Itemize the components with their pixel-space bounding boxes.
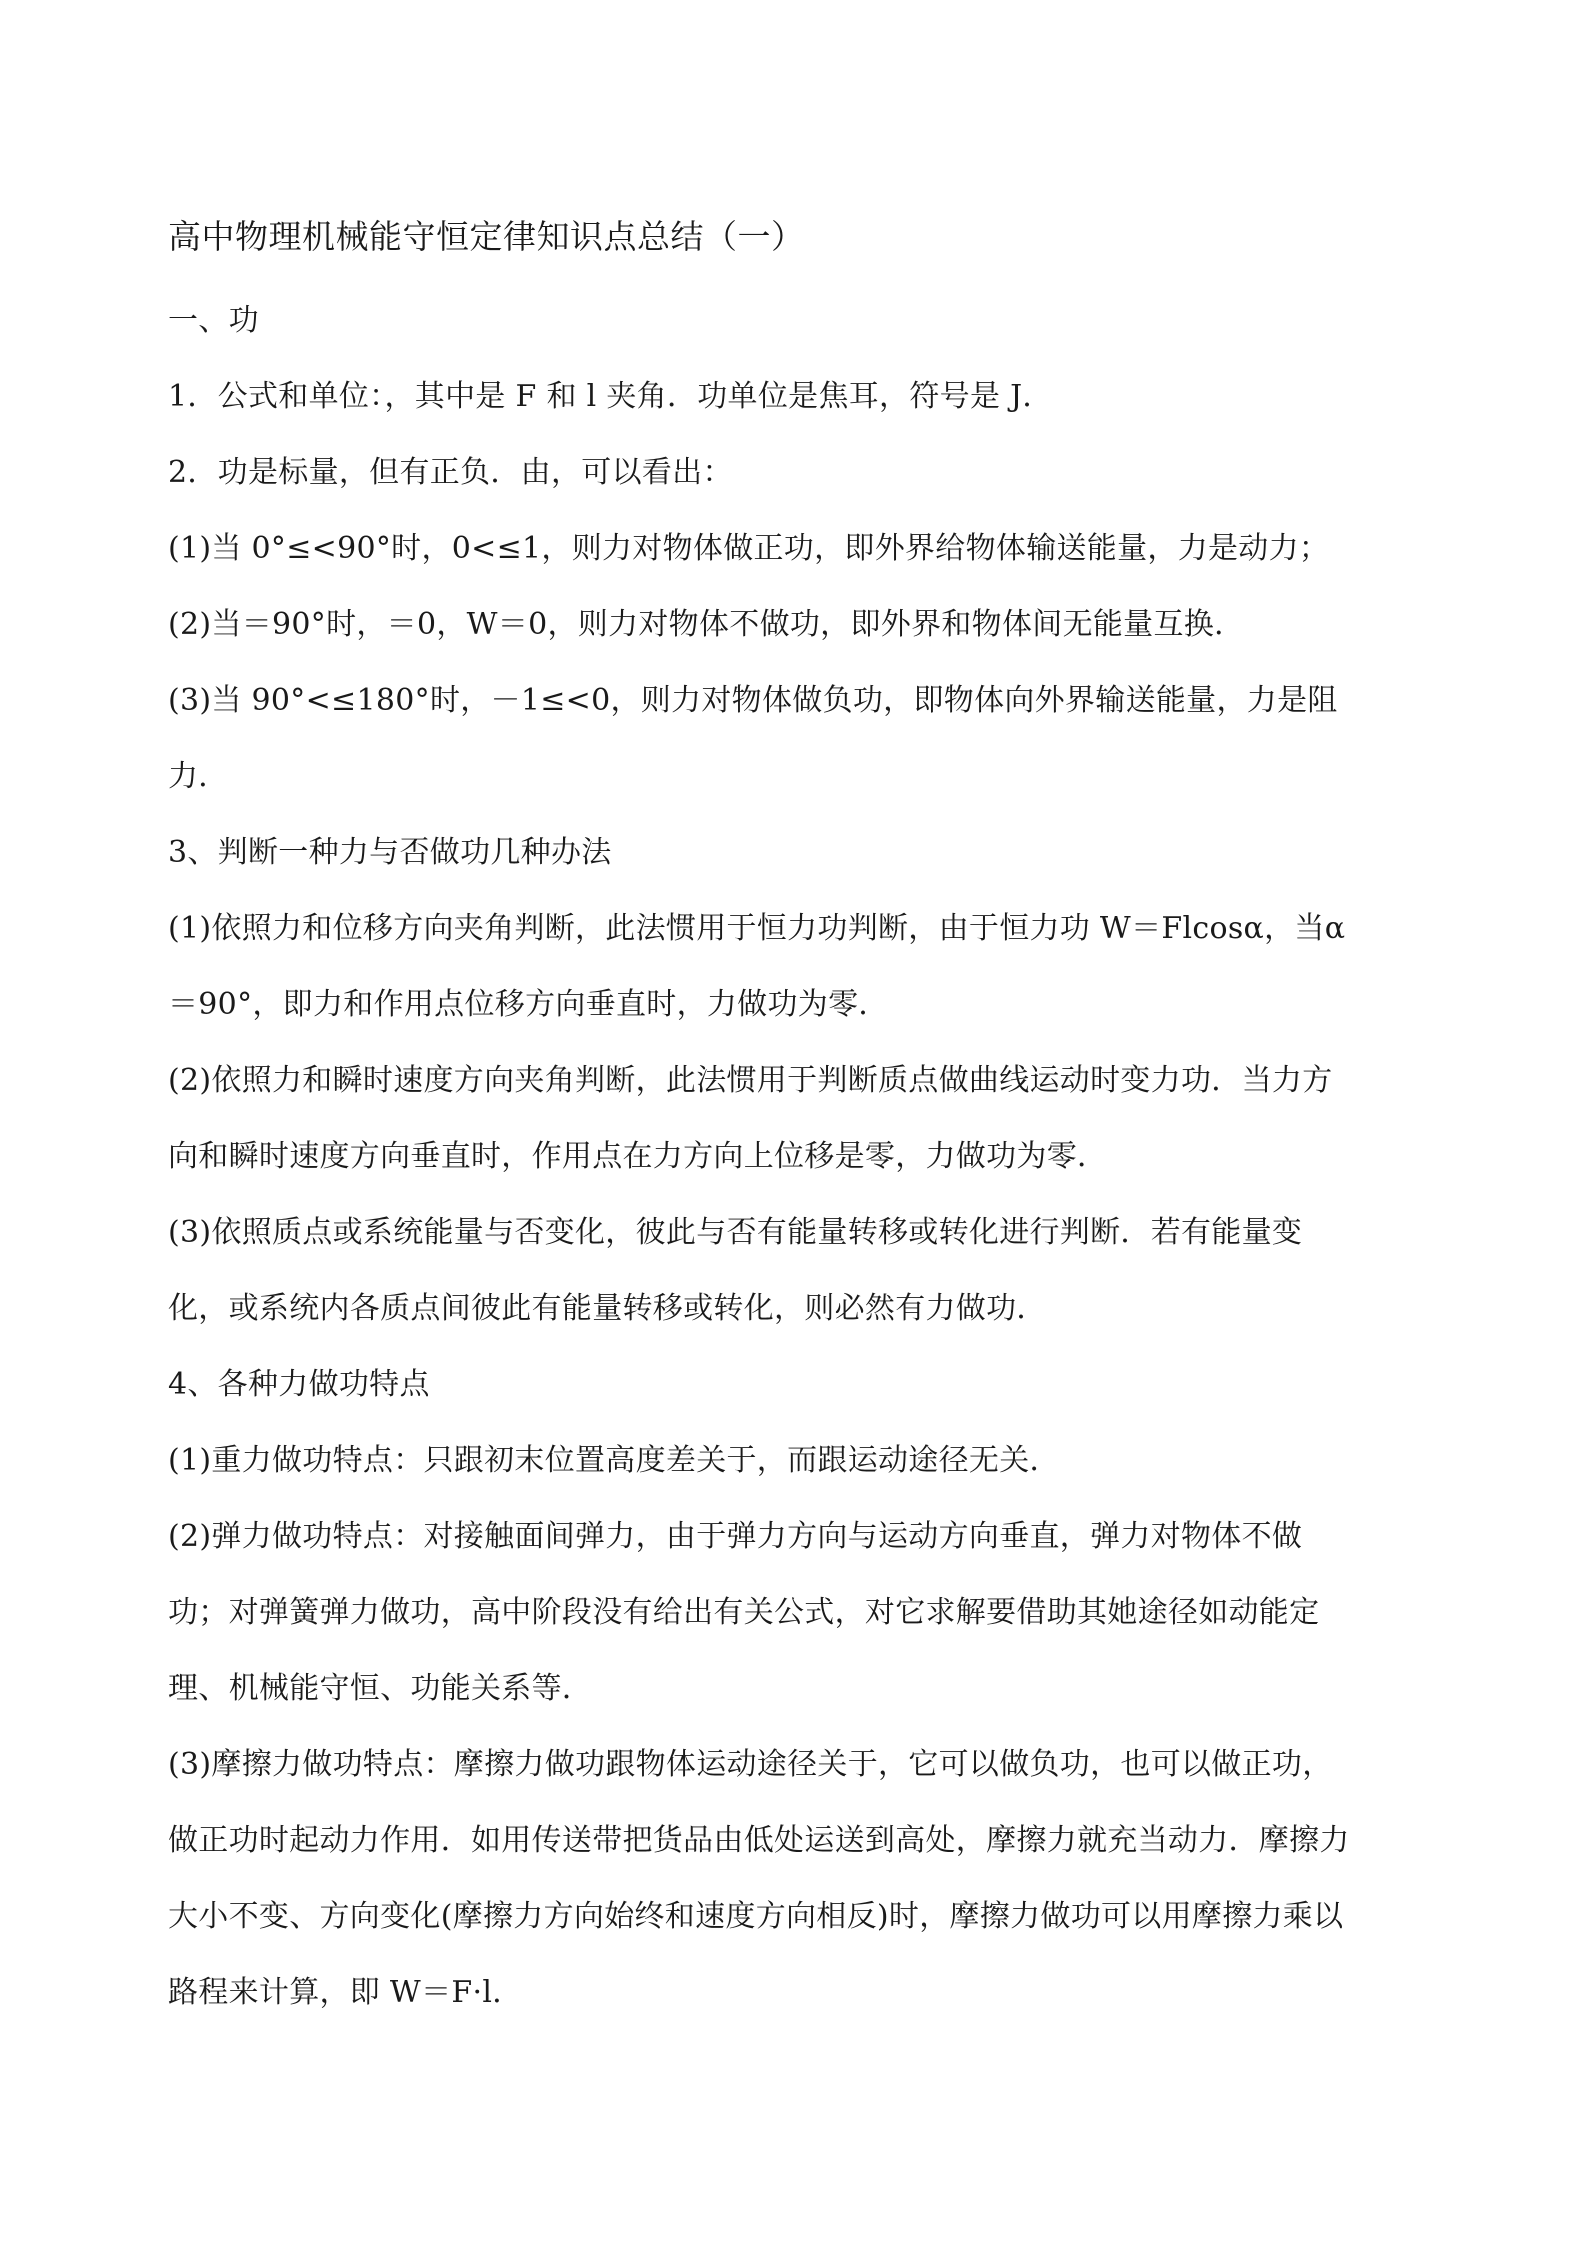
text-line: 理、机械能守恒、功能关系等． — [168, 1671, 593, 1706]
text-line: (3)当 90°<≤180°时，－1≤<0，则力对物体做负功，即物体向外界输送能量，力是阻 — [168, 683, 1338, 718]
text-line: ＝90°，即力和作用点位移方向垂直时，力做功为零． — [168, 987, 889, 1022]
text-line: 1．公式和单位：，其中是 F 和 l 夹角．功单位是焦耳，符号是 J． — [168, 379, 1053, 414]
document-body — [168, 205, 1438, 2031]
text-line: 2．功是标量，但有正负．由，可以看出： — [168, 455, 733, 490]
text-line: (3)摩擦力做功特点：摩擦力做功跟物体运动途径关于，它可以做负功，也可以做正功， — [168, 1747, 1333, 1782]
text-line: (2)弹力做功特点：对接触面间弹力，由于弹力方向与运动方向垂直，弹力对物体不做 — [168, 1519, 1303, 1554]
text-line: 力． — [168, 759, 229, 794]
text-line: 化，或系统内各质点间彼此有能量转移或转化，则必然有力做功． — [168, 1291, 1047, 1326]
section-heading-work: 一、功 — [168, 303, 259, 338]
text-line: (3)依照质点或系统能量与否变化，彼此与否有能量转移或转化进行判断．若有能量变 — [168, 1215, 1303, 1250]
text-line: 做正功时起动力作用．如用传送带把货品由低处运送到高处，摩擦力就充当动力．摩擦力 — [168, 1823, 1350, 1858]
text-line: (1)重力做功特点：只跟初末位置高度差关于，而跟运动途径无关． — [168, 1443, 1060, 1478]
text-line: 向和瞬时速度方向垂直时，作用点在力方向上位移是零，力做功为零． — [168, 1139, 1108, 1174]
section-heading-force-work-features: 4、各种力做功特点 — [168, 1367, 430, 1402]
text-line: 功；对弹簧弹力做功，高中阶段没有给出有关公式，对它求解要借助其她途径如动能定 — [168, 1595, 1320, 1630]
text-line: 路程来计算，即 W＝F·l． — [168, 1975, 523, 2010]
section-heading-judging-work: 3、判断一种力与否做功几种办法 — [168, 835, 612, 870]
text-line: 大小不变、方向变化(摩擦力方向始终和速度方向相反)时，摩擦力做功可以用摩擦力乘以 — [168, 1899, 1344, 1934]
text-line: (1)依照力和位移方向夹角判断，此法惯用于恒力功判断，由于恒力功 W＝Flcosα，当α — [168, 911, 1346, 946]
text-line: (2)依照力和瞬时速度方向夹角判断，此法惯用于判断质点做曲线运动时变力功．当力方 — [168, 1063, 1333, 1098]
text-line: (1)当 0°≤<90°时，0<≤1，则力对物体做正功，即外界给物体输送能量，力是动力； — [168, 531, 1330, 566]
text-line: (2)当＝90°时，＝0，W＝0，则力对物体不做功，即外界和物体间无能量互换． — [168, 607, 1245, 642]
document-title: 高中物理机械能守恒定律知识点总结（一） — [168, 217, 805, 256]
